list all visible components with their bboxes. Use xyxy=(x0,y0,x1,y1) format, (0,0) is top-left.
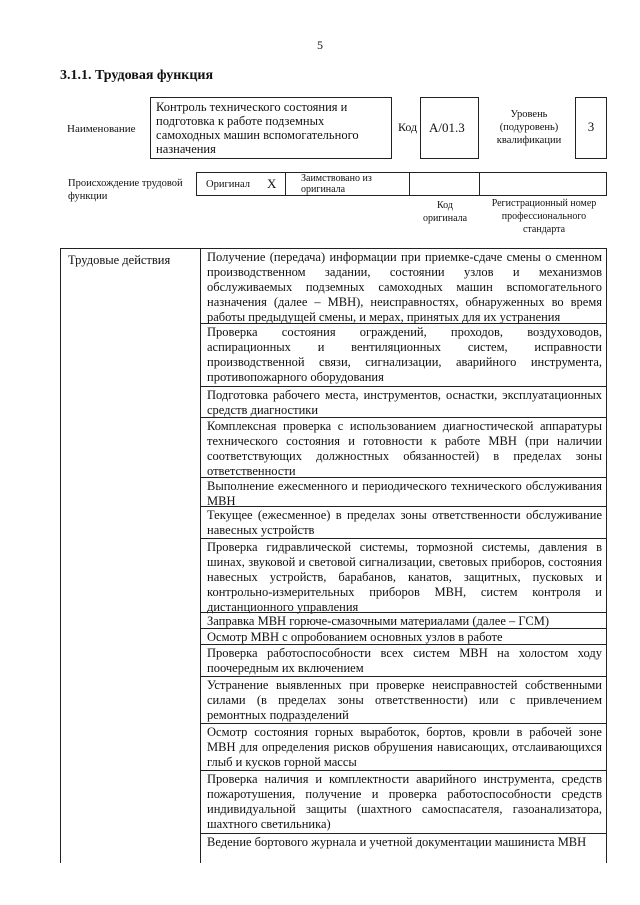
action-row: Устранение выявленных при проверке неисправностей собственными силами (в пределах зоны ответственности) или с привлечением ремонтных подразделений xyxy=(201,676,606,723)
action-row: Проверка наличия и комплектности аварийного инструмента, средств пожаротушения, получение и проверка работоспособности средств индивидуальной защиты (шахтного самоспасателя, газоанализатора, шахтного светильника) xyxy=(201,770,606,833)
reg-number-label: Регистрационный номер профессионального стандарта xyxy=(491,198,597,235)
code-box xyxy=(420,97,479,159)
action-row: Проверка состояния ограждений, проходов, воздуховодов, аспирационных и вентиляционных систем, исправности производственной связи, сигнализации, аварийного инструмента, противопожарного оборудования xyxy=(201,323,606,386)
action-row: Осмотр МВН с опробованием основных узлов в работе xyxy=(201,628,606,644)
original-label: Оригинал xyxy=(206,179,250,190)
action-row: Комплексная проверка с использованием диагностической аппаратуры технического состояния и готовности к работе МВН (при наличии соответствующих должностных обязанностей) в пределах зоны ответственности xyxy=(201,417,606,477)
page-number: 5 xyxy=(317,38,323,52)
action-row: Подготовка рабочего места, инструментов, оснастки, эксплуатационных средств диагностики xyxy=(201,386,606,417)
orig-code-label: Код оригинала xyxy=(422,200,468,224)
action-row: Заправка МВН горюче-смазочными материалами (далее – ГСМ) xyxy=(201,612,606,628)
origin-table xyxy=(196,172,607,196)
actions-label: Трудовые действия xyxy=(68,253,171,267)
function-name-box xyxy=(150,97,392,159)
original-mark: X xyxy=(267,176,277,191)
name-label: Наименование xyxy=(67,123,136,135)
level-value: 3 xyxy=(587,119,595,134)
code-value: А/01.3 xyxy=(429,120,465,135)
actions-table xyxy=(60,248,607,863)
origin-label: Происхождение трудовой функции xyxy=(68,178,183,202)
level-box xyxy=(575,97,607,159)
action-row: Ведение бортового журнала и учетной документации машиниста МВН xyxy=(201,833,606,864)
action-row: Проверка гидравлической системы, тормозной системы, давления в шинах, звуковой и световой сигнализации, световых приборов, состояния навесных устройств, барабанов, канатов, защитных, пусковых и контрольно-измерительных приборов МВН, систем контроля и дистанционного управления xyxy=(201,538,606,612)
level-label: Уровень (подуровень) квалификации xyxy=(496,109,562,146)
action-row: Осмотр состояния горных выработок, бортов, кровли в рабочей зоне МВН для определения рисков обрушения нависающих, отслаивающихся глыб и кусков горной массы xyxy=(201,723,606,770)
action-row: Выполнение ежесменного и периодического технического обслуживания МВН xyxy=(201,477,606,506)
action-row: Проверка работоспособности всех систем МВН на холостом ходу поочередным их включением xyxy=(201,644,606,676)
action-row: Текущее (ежесменное) в пределах зоны ответственности обслуживание навесных устройств xyxy=(201,506,606,538)
code-label: Код xyxy=(398,120,418,134)
function-name: Контроль технического состояния и подготовка к работе подземных самоходных машин вспомогательного назначения xyxy=(156,100,359,156)
borrowed-label: Заимствовано из оригинала xyxy=(301,173,372,195)
section-heading: 3.1.1. Трудовая функция xyxy=(60,68,214,83)
action-row: Получение (передача) информации при приемке-сдаче смены о сменном производственном задании, состоянии узлов и механизмов обслуживаемых подземных самоходных машин вспомогательного назначения (далее – МВН), неисправностях, обнаруженных во время работы предыдущей смены, и мерах, принятых для их устранения xyxy=(207,250,602,324)
